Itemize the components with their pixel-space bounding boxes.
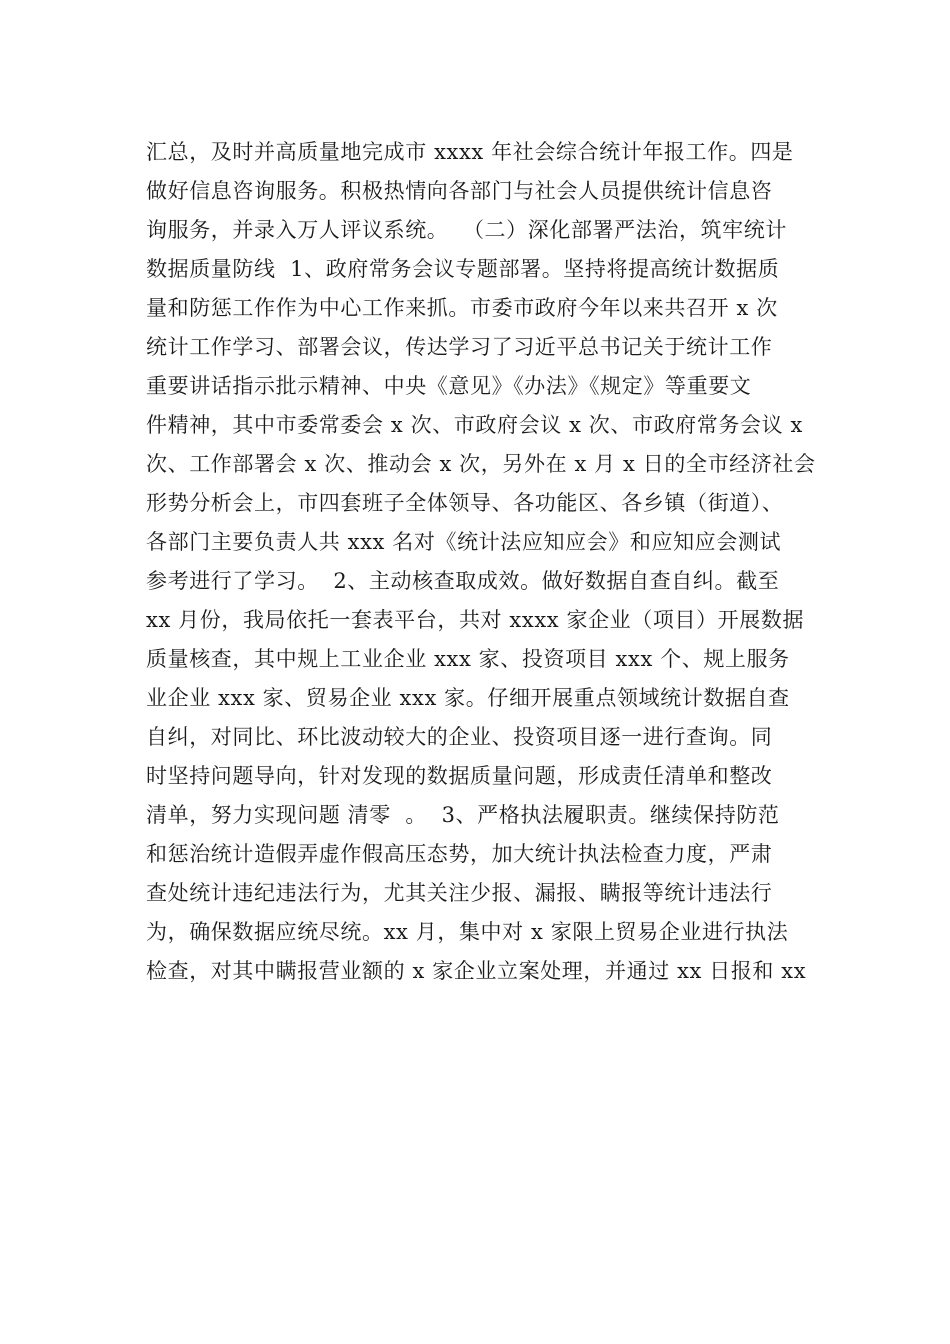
text-line: 统计工作学习、部署会议，传达学习了习近平总书记关于统计工作 [146,335,773,359]
text-line: 询服务，并录入万人评议系统。 （二）深化部署严法治，筑牢统计 [146,218,787,242]
text-line: 业企业 xxx 家、贸易企业 xxx 家。仔细开展重点领域统计数据自查 [146,686,790,710]
text-line: 时坚持问题导向，针对发现的数据质量问题，形成责任清单和整改 [146,764,773,788]
text-line: 量和防惩工作作为中心工作来抓。市委市政府今年以来共召开 x 次 [146,296,778,320]
text-line: 各部门主要负责人共 xxx 名对《统计法应知应会》和应知应会测试 [146,530,782,554]
text-line: 汇总，及时并高质量地完成市 xxxx 年社会综合统计年报工作。四是 [146,140,794,164]
text-line: 和惩治统计造假弄虚作假高压态势，加大统计执法检查力度，严肃 [146,842,773,866]
text-line: 件精神，其中市委常委会 x 次、市政府会议 x 次、市政府常务会议 x [146,413,803,437]
body-text [146,133,816,991]
text-line: 为，确保数据应统尽统。xx 月，集中对 x 家限上贸易企业进行执法 [146,920,789,944]
text-line: 质量核查，其中规上工业企业 xxx 家、投资项目 xxx 个、规上服务 [146,647,790,671]
text-line: 参考进行了学习。 2、主动核查取成效。做好数据自查自纠。截至 [146,569,780,593]
text-line: 检查，对其中瞒报营业额的 x 家企业立案处理，并通过 xx 日报和 xx [146,959,807,983]
text-line: 自纠，对同比、环比波动较大的企业、投资项目逐一进行查询。同 [146,725,773,749]
text-line: 次、工作部署会 x 次、推动会 x 次，另外在 x 月 x 日的全市经济社会 [146,452,816,476]
text-line: xx 月份，我局依托一套表平台，共对 xxxx 家企业（项目）开展数据 [146,608,805,632]
text-line: 清单，努力实现问题 清零 。 3、严格执法履职责。继续保持防范 [146,803,780,827]
text-line: 查处统计违纪违法行为，尤其关注少报、漏报、瞒报等统计违法行 [146,881,773,905]
text-line: 做好信息咨询服务。积极热情向各部门与社会人员提供统计信息咨 [146,179,773,203]
text-line: 数据质量防线 1、政府常务会议专题部署。坚持将提高统计数据质 [146,257,780,281]
text-line: 重要讲话指示批示精神、中央《意见》《办法》《规定》等重要文 [146,374,752,398]
text-line: 形势分析会上，市四套班子全体领导、各功能区、各乡镇（街道）、 [146,491,784,515]
